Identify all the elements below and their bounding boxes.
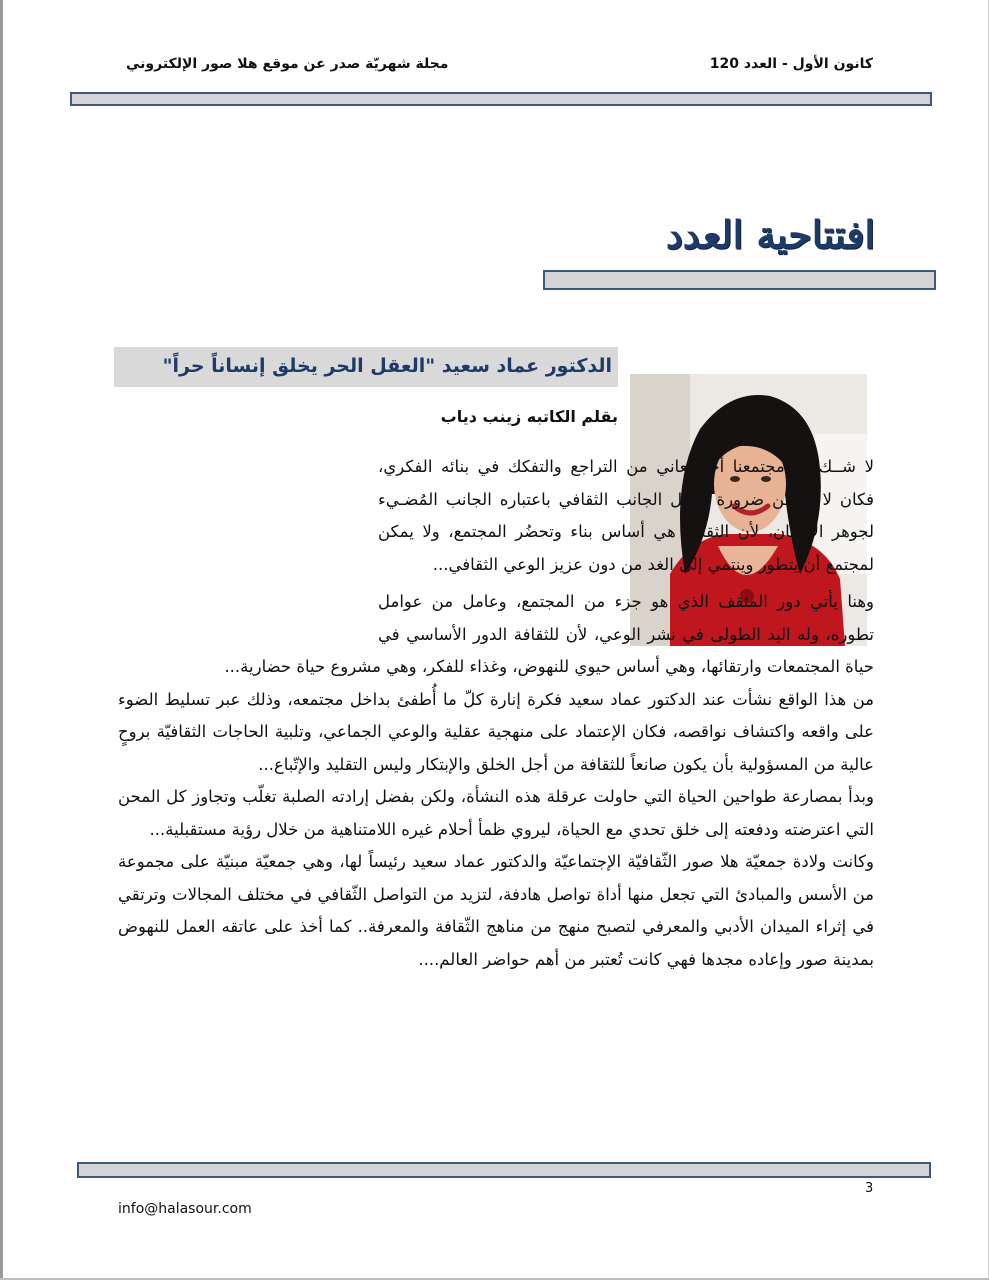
section-title: افتتاحية العدد (665, 212, 875, 257)
page-edge (0, 0, 3, 1280)
page-number: 3 (865, 1181, 874, 1196)
article-headline: الدكتور عماد سعيد "العقل الحر يخلق إنساناً حراً" (114, 347, 618, 387)
header-divider-bar (70, 92, 932, 106)
issue-label: كانون الأول - العدد 120 (709, 56, 873, 72)
section-title-bar (543, 270, 936, 290)
article-paragraph: من هذا الواقع نشأت عند الدكتور عماد سعيد فكرة إنارة كلّ ما أُطفئ بداخل مجتمعه، وذلك عبر تسليط الضوء على واقعه واكتشاف نواقصه، فكان الإعتماد على منهجية عقلية والوعي الجماعي، وتلبية الحاجات الثقافيّة بروحٍ عالية من المسؤولية بأن يكون صانعاً للثقافة من أجل الخلق والإبتكار وليس التقليد والإتّباع... (118, 689, 874, 774)
footer-email: info@halasour.com (118, 1201, 252, 1217)
article-paragraph: وكانت ولادة جمعيّة هلا صور الثّقافيّة الإجتماعيّة والدكتور عماد سعيد رئيساً لها، وهي جمعيّة مبنيّة على مجموعة من الأسس والمبادئ التي تجعل منها أداة تواصل هادفة، لتزيد من التواصل الثّقافي في مختلف المجالات وترتقي في إثراء الميدان الأدبي والمعرفي لتصبح منهج من مناهج الثّقافة والمعرفة.. كما أخذ على عاتقه العمل للنهوض بمدينة صور وإعاده مجدها فهي كانت تُعتبر من أهم حواضر العالم.... (118, 852, 874, 969)
article-paragraph: وهنا يأتي دور المثقف الذي هو جزء من المجتمع، وعامل من عوامل تطوره، وله اليد الطولى في نشر الوعي، لأن للثقافة الدور الأساسي في حياة المجتمعات وارتقائها، وهي أساس حيوي للنهوض، وغذاء للفكر، وهي مشروع حياة حضارية... (224, 592, 874, 676)
magazine-label: مجلة شهريّة صدر عن موقع هلا صور الإلكتروني (126, 56, 449, 72)
article-byline: بقلم الكاتبه زينب دياب (440, 407, 618, 426)
photo-text-wrap (118, 451, 378, 645)
article-body (118, 451, 874, 1151)
article-paragraph: لا شــك أن مجتمعنا أخذ يُعاني من التراجع والتفكك في بنائه الفكري، فكان لا بدّ من ضرورة تفعيل الجانب الثقافي باعتباره الجانب المُضـيء لجوهر الإنسان، لأن الثقافة هي أساس بناء وتحضُر المجتمع، ولا يمكن لمجتمع أن يتطور وينتمي إلى الغد من دون عزيز الوعي الثقافي... (378, 457, 874, 574)
article-paragraph: وبدأ بمصارعة طواحين الحياة التي حاولت عرقلة هذه النشأة، ولكن بفضل إرادته الصلبة تغلّب وتجاوز كل المحن التي اعترضته ودفعته إلى خلق تحدي مع الحياة، ليروي ظمأ أحلام غيره اللامتناهية من خلال رؤية مستقبلية... (118, 787, 874, 839)
footer-divider-bar (77, 1162, 931, 1178)
